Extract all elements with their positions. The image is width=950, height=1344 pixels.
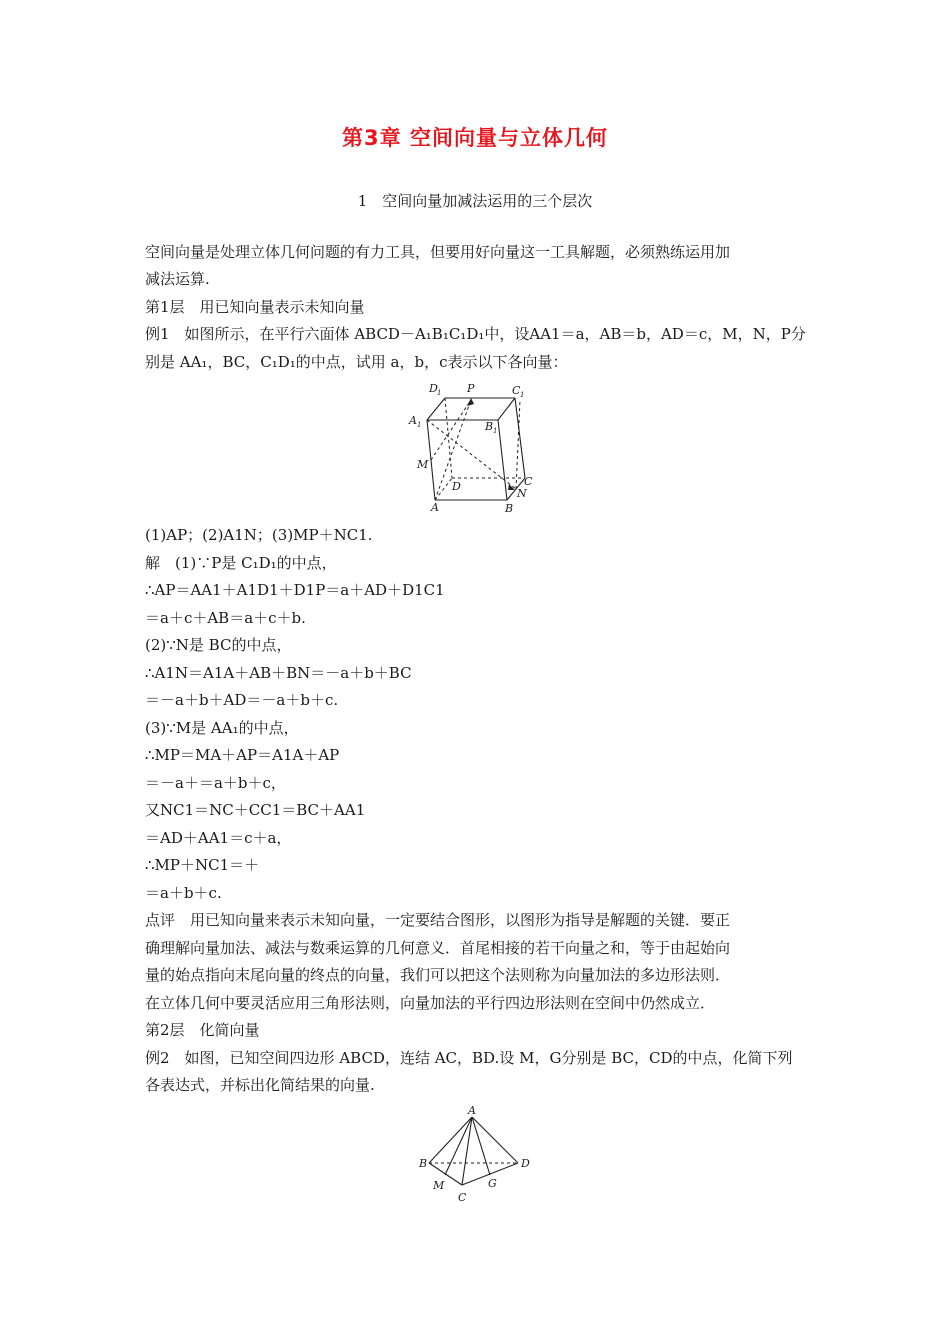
comment-line-2: 确理解向量加法、减法与数乘运算的几何意义．首尾相接的若干向量之和，等于由起始向 (145, 939, 731, 957)
solution-line-5: ∴A1N＝A1A＋AB＋BN＝－a＋b＋BC (145, 664, 412, 682)
questions-line: (1)AP；(2)A1N；(3)MP＋NC1. (145, 526, 373, 544)
label-A: A (468, 1105, 476, 1117)
level1-heading: 第1层 用已知向量表示未知向量 (145, 298, 365, 316)
label-C1: C (512, 384, 521, 397)
label-P: P (467, 382, 475, 395)
solution-line-4: (2)∵N是 BC的中点， (145, 636, 292, 654)
solution-line-7: (3)∵M是 AA₁的中点， (145, 719, 299, 737)
example2-line-1: 例2 如图，已知空间四边形 ABCD，连结 AC，BD.设 M，G分别是 BC，CD的中点，化简下列 (145, 1049, 793, 1067)
solution-line-2: ∴AP＝AA1＋A1D1＋D1P＝a＋AD＋D1C1 (145, 581, 445, 599)
solution-line-11: ＝AD＋AA1＝c＋a， (145, 829, 292, 847)
chapter-title: 第3章 空间向量与立体几何 (342, 126, 608, 150)
tetrahedron-figure (415, 1105, 540, 1205)
label-D1-sub: 1 (437, 389, 442, 397)
parallelepiped-figure (405, 380, 550, 515)
comment-line-1: 点评 用已知向量来表示未知向量，一定要结合图形，以图形为指导是解题的关键．要正 (145, 911, 731, 929)
label-B1-sub: 1 (493, 427, 498, 435)
label-D: D (452, 480, 461, 493)
level2-heading: 第2层 化简向量 (145, 1021, 260, 1039)
label-A: A (431, 501, 439, 514)
solution-line-13: ＝a＋b＋c. (145, 884, 222, 902)
label-C: C (524, 475, 533, 488)
intro-line-1: 空间向量是处理立体几何问题的有力工具，但要用好向量这一工具解题，必须熟练运用加 (145, 243, 731, 261)
comment-line-3: 量的始点指向末尾向量的终点的向量，我们可以把这个法则称为向量加法的多边形法则． (145, 966, 731, 984)
solution-line-9: ＝－a＋＝a＋b＋c， (145, 774, 286, 792)
label-A1: A (409, 414, 417, 427)
solution-line-10: 又NC1＝NC＋CC1＝BC＋AA1 (145, 801, 366, 819)
solution-line-1: 解 (1)∵P是 C₁D₁的中点， (145, 554, 337, 572)
label-M: M (417, 458, 429, 471)
label-D: D (521, 1157, 530, 1170)
label-D1: D (429, 382, 438, 395)
label-N: N (517, 487, 527, 500)
solution-line-3: ＝a＋c＋AB＝a＋c＋b. (145, 609, 306, 627)
label-C1-sub: 1 (520, 391, 525, 399)
label-B1: B (485, 420, 494, 433)
solution-line-8: ∴MP＝MA＋AP＝A1A＋AP (145, 746, 340, 764)
example1-line-1: 例1 如图所示，在平行六面体 ABCD－A₁B₁C₁D₁中，设AA1＝a，AB＝b，AD＝c，M，N，P分 (145, 325, 806, 343)
example1-line-2: 别是 AA₁，BC，C₁D₁的中点，试用 a，b，c表示以下各向量： (145, 353, 568, 371)
solution-line-6: ＝－a＋b＋AD＝－a＋b＋c. (145, 691, 339, 709)
label-B: B (419, 1157, 428, 1170)
example2-line-2: 各表达式，并标出化简结果的向量. (145, 1076, 375, 1094)
section-subtitle: 1 空间向量加减法运用的三个层次 (357, 192, 593, 210)
intro-line-2: 减法运算. (145, 270, 210, 288)
solution-line-12: ∴MP＋NC1＝＋ (145, 856, 260, 874)
label-A1-sub: 1 (417, 421, 422, 429)
label-G: G (488, 1177, 497, 1190)
label-C: C (458, 1191, 467, 1204)
label-B: B (505, 502, 514, 515)
comment-line-4: 在立体几何中要灵活应用三角形法则，向量加法的平行四边形法则在空间中仍然成立． (145, 994, 716, 1012)
label-M: M (433, 1179, 445, 1192)
